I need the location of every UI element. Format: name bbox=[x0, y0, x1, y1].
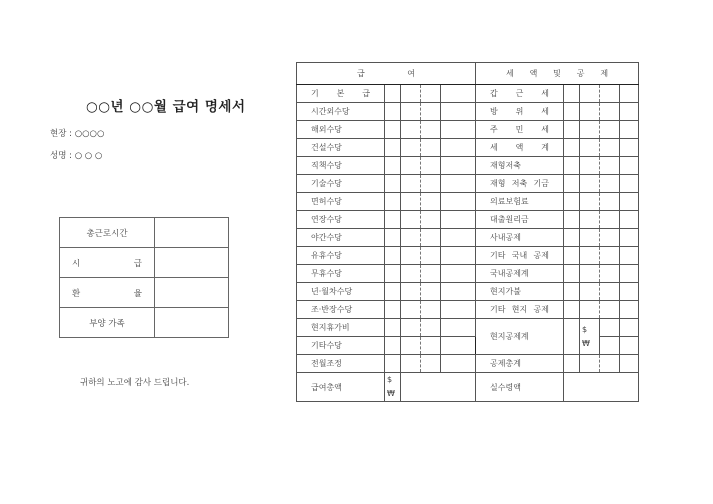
name-line: 성명 : ○ ○ ○ bbox=[50, 151, 103, 161]
deduction-amount-cell[interactable] bbox=[600, 355, 620, 373]
pay-amount-cell[interactable] bbox=[421, 211, 441, 229]
pay-amount-cell[interactable] bbox=[421, 355, 441, 373]
deduction-item-label: 기타 국내 공제 bbox=[476, 247, 564, 265]
pay-item-label: 년·월차수당 bbox=[297, 283, 385, 301]
info-table bbox=[59, 217, 229, 338]
deduction-item-label: 현지가불 bbox=[476, 283, 564, 301]
deduction-amount-cell[interactable] bbox=[620, 355, 639, 373]
deduction-amount-cell[interactable] bbox=[620, 139, 639, 157]
pay-amount-cell[interactable] bbox=[441, 211, 476, 229]
deduction-amount-cell[interactable] bbox=[564, 355, 580, 373]
pay-amount-cell[interactable] bbox=[401, 121, 421, 139]
pay-item-label: 기술수당 bbox=[297, 175, 385, 193]
deduction-amount-cell[interactable] bbox=[580, 85, 600, 103]
deduction-amount-cell[interactable] bbox=[600, 211, 620, 229]
deduction-item-label: 국내공제계 bbox=[476, 265, 564, 283]
pay-amount-cell[interactable] bbox=[441, 175, 476, 193]
pay-amount-cell[interactable] bbox=[421, 265, 441, 283]
pay-item-label: 무휴수당 bbox=[297, 265, 385, 283]
deduction-amount-cell[interactable] bbox=[600, 103, 620, 121]
deduction-amount-cell[interactable] bbox=[580, 355, 600, 373]
deduction-amount-cell[interactable] bbox=[580, 265, 600, 283]
pay-amount-cell[interactable] bbox=[385, 175, 401, 193]
deduction-amount-cell[interactable] bbox=[600, 121, 620, 139]
pay-amount-cell[interactable] bbox=[421, 139, 441, 157]
page-title: ○○년 ○○월 급여 명세서 bbox=[86, 99, 246, 115]
info-value[interactable] bbox=[155, 218, 229, 248]
pay-item-label: 유휴수당 bbox=[297, 247, 385, 265]
deduction-amount-cell[interactable] bbox=[564, 229, 580, 247]
deduction-amount-cell[interactable] bbox=[620, 337, 639, 355]
pay-amount-cell[interactable] bbox=[421, 193, 441, 211]
pay-amount-cell[interactable] bbox=[385, 139, 401, 157]
pay-amount-cell[interactable] bbox=[441, 337, 476, 355]
deduction-amount-cell[interactable] bbox=[620, 319, 639, 337]
pay-amount-cell[interactable] bbox=[441, 355, 476, 373]
total-pay-label: 급여총액 bbox=[297, 373, 385, 402]
deduction-amount-cell[interactable] bbox=[580, 103, 600, 121]
deduction-item-label: 의료보험료 bbox=[476, 193, 564, 211]
pay-amount-cell[interactable] bbox=[441, 121, 476, 139]
deduction-amount-cell[interactable] bbox=[620, 85, 639, 103]
deduction-item-label: 공제총계 bbox=[476, 355, 564, 373]
pay-item-label: 시간외수당 bbox=[297, 103, 385, 121]
deduction-amount-cell[interactable] bbox=[600, 247, 620, 265]
pay-amount-cell[interactable] bbox=[401, 283, 421, 301]
deduction-amount-cell[interactable] bbox=[620, 175, 639, 193]
deduction-amount-cell[interactable] bbox=[600, 283, 620, 301]
pay-amount-cell[interactable] bbox=[401, 301, 421, 319]
usd-sign: $ bbox=[582, 324, 588, 334]
deduction-amount-cell[interactable] bbox=[620, 193, 639, 211]
pay-amount-cell[interactable] bbox=[385, 229, 401, 247]
net-pay-label: 실수령액 bbox=[476, 373, 564, 402]
deduction-amount-cell[interactable] bbox=[564, 85, 580, 103]
deduction-item-label: 갑 근 세 bbox=[476, 85, 564, 103]
currency-cell bbox=[385, 373, 401, 402]
header-pay: 급 여 bbox=[297, 63, 476, 85]
deduction-item-label: 현지공제계 bbox=[476, 319, 564, 355]
deduction-amount-cell[interactable] bbox=[600, 85, 620, 103]
usd-sign: $ bbox=[387, 375, 393, 384]
pay-item-label: 면허수당 bbox=[297, 193, 385, 211]
pay-amount-cell[interactable] bbox=[401, 355, 421, 373]
deduction-amount-cell[interactable] bbox=[564, 121, 580, 139]
deduction-amount-cell[interactable] bbox=[620, 247, 639, 265]
deduction-amount-cell[interactable] bbox=[600, 337, 620, 355]
pay-amount-cell[interactable] bbox=[441, 139, 476, 157]
pay-item-label: 조·반장수당 bbox=[297, 301, 385, 319]
deduction-item-label: 대출원리금 bbox=[476, 211, 564, 229]
info-label: 환 율 bbox=[60, 278, 155, 308]
deduction-amount-cell[interactable] bbox=[564, 103, 580, 121]
deduction-amount-cell[interactable] bbox=[580, 247, 600, 265]
deduction-amount-cell[interactable] bbox=[564, 139, 580, 157]
deduction-amount-cell[interactable] bbox=[564, 301, 580, 319]
total-pay-amount[interactable] bbox=[401, 373, 476, 402]
deduction-amount-cell[interactable] bbox=[600, 175, 620, 193]
deduction-amount-cell[interactable] bbox=[600, 157, 620, 175]
pay-amount-cell[interactable] bbox=[421, 85, 441, 103]
pay-amount-cell[interactable] bbox=[401, 175, 421, 193]
thanks-note: 귀하의 노고에 감사 드립니다. bbox=[80, 378, 190, 388]
pay-item-label: 기타수당 bbox=[297, 337, 385, 355]
deduction-amount-cell[interactable] bbox=[600, 229, 620, 247]
pay-amount-cell[interactable] bbox=[385, 319, 401, 337]
pay-amount-cell[interactable] bbox=[385, 85, 401, 103]
deduction-amount-cell[interactable] bbox=[580, 211, 600, 229]
deduction-amount-cell[interactable] bbox=[580, 157, 600, 175]
deduction-amount-cell[interactable] bbox=[620, 121, 639, 139]
deduction-amount-cell[interactable] bbox=[600, 319, 620, 337]
pay-amount-cell[interactable] bbox=[385, 283, 401, 301]
pay-amount-cell[interactable] bbox=[385, 265, 401, 283]
deduction-item-label: 사내공제 bbox=[476, 229, 564, 247]
pay-amount-cell[interactable] bbox=[421, 157, 441, 175]
pay-item-label: 직책수당 bbox=[297, 157, 385, 175]
pay-amount-cell[interactable] bbox=[421, 337, 441, 355]
deduction-amount-cell[interactable] bbox=[620, 211, 639, 229]
pay-amount-cell[interactable] bbox=[421, 319, 441, 337]
deduction-amount-cell[interactable] bbox=[580, 193, 600, 211]
deduction-amount-cell[interactable] bbox=[564, 175, 580, 193]
deduction-amount-cell[interactable] bbox=[564, 283, 580, 301]
deduction-amount-cell[interactable] bbox=[620, 265, 639, 283]
info-value[interactable] bbox=[155, 308, 229, 338]
deduction-amount-cell[interactable] bbox=[620, 157, 639, 175]
info-value[interactable] bbox=[155, 248, 229, 278]
pay-amount-cell[interactable] bbox=[421, 283, 441, 301]
deduction-amount-cell[interactable] bbox=[564, 319, 580, 355]
deduction-amount-cell[interactable] bbox=[580, 121, 600, 139]
krw-sign: ₩ bbox=[387, 389, 395, 398]
pay-amount-cell[interactable] bbox=[441, 283, 476, 301]
site-line: 현장 : ○○○○ bbox=[50, 129, 105, 139]
deduction-amount-cell[interactable] bbox=[600, 301, 620, 319]
pay-amount-cell[interactable] bbox=[401, 157, 421, 175]
krw-sign: ₩ bbox=[582, 338, 590, 348]
header-deductions: 세 액 및 공 제 bbox=[476, 63, 639, 85]
pay-item-label: 전월조정 bbox=[297, 355, 385, 373]
deduction-amount-cell[interactable] bbox=[564, 247, 580, 265]
pay-amount-cell[interactable] bbox=[385, 103, 401, 121]
pay-amount-cell[interactable] bbox=[401, 211, 421, 229]
pay-amount-cell[interactable] bbox=[401, 229, 421, 247]
deduction-amount-cell[interactable] bbox=[620, 283, 639, 301]
pay-item-label: 기 본 급 bbox=[297, 85, 385, 103]
deduction-amount-cell[interactable] bbox=[564, 211, 580, 229]
pay-amount-cell[interactable] bbox=[441, 103, 476, 121]
pay-amount-cell[interactable] bbox=[421, 247, 441, 265]
pay-amount-cell[interactable] bbox=[441, 319, 476, 337]
pay-amount-cell[interactable] bbox=[441, 265, 476, 283]
currency-cell bbox=[580, 319, 600, 355]
deduction-amount-cell[interactable] bbox=[600, 193, 620, 211]
pay-item-label: 현지휴가비 bbox=[297, 319, 385, 337]
deduction-amount-cell[interactable] bbox=[600, 265, 620, 283]
info-label: 부양 가족 bbox=[60, 308, 155, 338]
pay-item-label: 건설수당 bbox=[297, 139, 385, 157]
pay-amount-cell[interactable] bbox=[421, 175, 441, 193]
pay-amount-cell[interactable] bbox=[421, 229, 441, 247]
pay-amount-cell[interactable] bbox=[401, 85, 421, 103]
deduction-amount-cell[interactable] bbox=[564, 157, 580, 175]
pay-item-label: 연장수당 bbox=[297, 211, 385, 229]
pay-amount-cell[interactable] bbox=[401, 319, 421, 337]
pay-amount-cell[interactable] bbox=[401, 265, 421, 283]
deduction-amount-cell[interactable] bbox=[620, 229, 639, 247]
pay-amount-cell[interactable] bbox=[441, 229, 476, 247]
pay-amount-cell[interactable] bbox=[421, 121, 441, 139]
pay-amount-cell[interactable] bbox=[401, 139, 421, 157]
pay-amount-cell[interactable] bbox=[421, 301, 441, 319]
pay-amount-cell[interactable] bbox=[441, 301, 476, 319]
pay-amount-cell[interactable] bbox=[421, 103, 441, 121]
deduction-amount-cell[interactable] bbox=[620, 301, 639, 319]
deduction-item-label: 재형 저축 기금 bbox=[476, 175, 564, 193]
deduction-amount-cell[interactable] bbox=[564, 265, 580, 283]
deduction-amount-cell[interactable] bbox=[564, 193, 580, 211]
deduction-amount-cell[interactable] bbox=[580, 301, 600, 319]
deduction-amount-cell[interactable] bbox=[580, 229, 600, 247]
deduction-amount-cell[interactable] bbox=[580, 175, 600, 193]
pay-amount-cell[interactable] bbox=[385, 193, 401, 211]
pay-amount-cell[interactable] bbox=[441, 85, 476, 103]
net-pay-amount[interactable] bbox=[564, 373, 639, 402]
pay-amount-cell[interactable] bbox=[401, 103, 421, 121]
pay-item-label: 해외수당 bbox=[297, 121, 385, 139]
deduction-amount-cell[interactable] bbox=[620, 103, 639, 121]
deduction-amount-cell[interactable] bbox=[600, 139, 620, 157]
deduction-item-label: 재형저축 bbox=[476, 157, 564, 175]
pay-amount-cell[interactable] bbox=[385, 301, 401, 319]
pay-amount-cell[interactable] bbox=[401, 337, 421, 355]
pay-amount-cell[interactable] bbox=[441, 247, 476, 265]
pay-amount-cell[interactable] bbox=[385, 337, 401, 355]
deduction-item-label: 기타 현지 공제 bbox=[476, 301, 564, 319]
pay-amount-cell[interactable] bbox=[401, 193, 421, 211]
pay-amount-cell[interactable] bbox=[441, 193, 476, 211]
deduction-item-label: 주 민 세 bbox=[476, 121, 564, 139]
pay-amount-cell[interactable] bbox=[385, 247, 401, 265]
pay-amount-cell[interactable] bbox=[441, 157, 476, 175]
pay-item-label: 야간수당 bbox=[297, 229, 385, 247]
info-label: 시 급 bbox=[60, 248, 155, 278]
deduction-amount-cell[interactable] bbox=[580, 139, 600, 157]
info-value[interactable] bbox=[155, 278, 229, 308]
pay-amount-cell[interactable] bbox=[385, 355, 401, 373]
pay-amount-cell[interactable] bbox=[385, 211, 401, 229]
pay-amount-cell[interactable] bbox=[385, 157, 401, 175]
pay-amount-cell[interactable] bbox=[401, 247, 421, 265]
pay-table bbox=[296, 62, 639, 402]
pay-amount-cell[interactable] bbox=[385, 121, 401, 139]
info-label: 총근로시간 bbox=[60, 218, 155, 248]
deduction-item-label: 세 액 계 bbox=[476, 139, 564, 157]
deduction-amount-cell[interactable] bbox=[580, 283, 600, 301]
deduction-item-label: 방 위 세 bbox=[476, 103, 564, 121]
